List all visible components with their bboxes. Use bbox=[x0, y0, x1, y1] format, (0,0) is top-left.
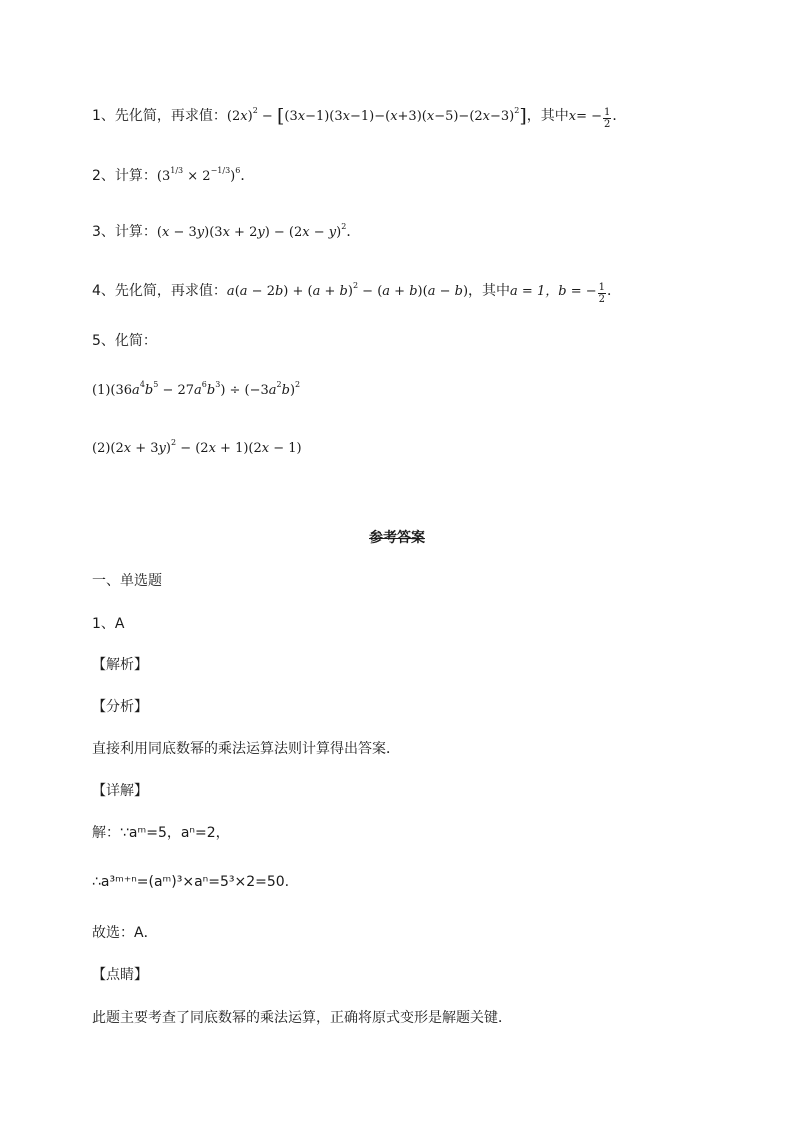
solution-line-2: ∴a³ᵐ⁺ⁿ=(aᵐ)³×aⁿ=5³×2=50. bbox=[92, 874, 290, 890]
problem-3-label: 3、计算： bbox=[92, 224, 157, 240]
tag-jiexi: 【解析】 bbox=[92, 657, 148, 673]
problem-1-condition-prefix: ，其中 bbox=[526, 108, 569, 124]
answers-heading: 参考答案 bbox=[369, 530, 425, 546]
problem-4-expression: $a(a - 2b) + (a + b)^2 - (a + b)(a - b)$ bbox=[226, 281, 469, 299]
tag-fenxi: 【分析】 bbox=[92, 699, 148, 715]
tag-xiangjie: 【详解】 bbox=[92, 783, 148, 799]
problem-4-condition-prefix: ，其中 bbox=[468, 283, 511, 299]
problem-5-sub2-expression: $(2x + 3y)^2 - (2x + 1)(2x - 1)$ bbox=[110, 438, 302, 456]
problem-1-expression: $(2x)^2 - [(3x-1)(3x-1)-(x+3)(x-5)-(2x-3)^2]$ bbox=[226, 105, 527, 127]
problem-3-expression: $(x - 3y)(3x + 2y) - (2x - y)^2$ bbox=[156, 222, 347, 240]
problem-4-label: 4、先化简，再求值： bbox=[92, 283, 227, 299]
problem-1-condition: x= − $\frac{1}{2}$ bbox=[568, 107, 611, 131]
problem-5-sub1-label: (1) bbox=[92, 383, 111, 398]
fenxi-text: 直接利用同底数幂的乘法运算法则计算得出答案． bbox=[92, 741, 400, 757]
problem-1-frac-den: 2 bbox=[604, 119, 611, 131]
problem-1-label: 1、先化简，再求值： bbox=[92, 108, 227, 124]
problem-5-sub1-expression: $(36a^4b^5 - 27a^6b^3) \div (-3a^2b)^2$ bbox=[110, 380, 301, 398]
problem-4-frac-den: 2 bbox=[598, 294, 605, 306]
problem-2-label: 2、计算： bbox=[92, 168, 157, 184]
problem-2-end: ． bbox=[240, 168, 255, 184]
solution-line-1: 解：∵aᵐ=5，aⁿ=2， bbox=[92, 825, 230, 841]
problem-5-sub2-label: (2) bbox=[92, 441, 111, 456]
dianjing-text: 此题主要考查了同底数幂的乘法运算，正确将原式变形是解题关键． bbox=[92, 1010, 512, 1026]
answers-section-title: 一、单选题 bbox=[92, 573, 162, 589]
problem-2-expression: $(3^{1/3} \times 2^{-1/3})^6$ bbox=[156, 166, 241, 184]
problem-5-sub2 bbox=[92, 438, 302, 459]
problem-5-sub1 bbox=[92, 380, 300, 401]
answer-item-number: 1、A bbox=[92, 616, 125, 632]
problem-5-label: 5、化简： bbox=[92, 333, 157, 349]
problem-5 bbox=[92, 331, 157, 351]
problem-3 bbox=[92, 222, 360, 243]
problem-1-end: ． bbox=[612, 108, 627, 124]
problem-4 bbox=[92, 281, 621, 305]
problem-4-end: ． bbox=[606, 283, 621, 299]
guxuan-line: 故选：A． bbox=[92, 925, 158, 941]
problem-3-end: ． bbox=[346, 224, 361, 240]
problem-4-condition: a = 1，b = − $\frac{1}{2}$ bbox=[510, 282, 605, 306]
tag-dianjing: 【点睛】 bbox=[92, 967, 148, 983]
problem-2 bbox=[92, 166, 254, 187]
problem-1-frac-num: 1 bbox=[604, 107, 611, 119]
problem-4-frac-num: 1 bbox=[598, 282, 605, 294]
problem-1 bbox=[92, 106, 626, 130]
